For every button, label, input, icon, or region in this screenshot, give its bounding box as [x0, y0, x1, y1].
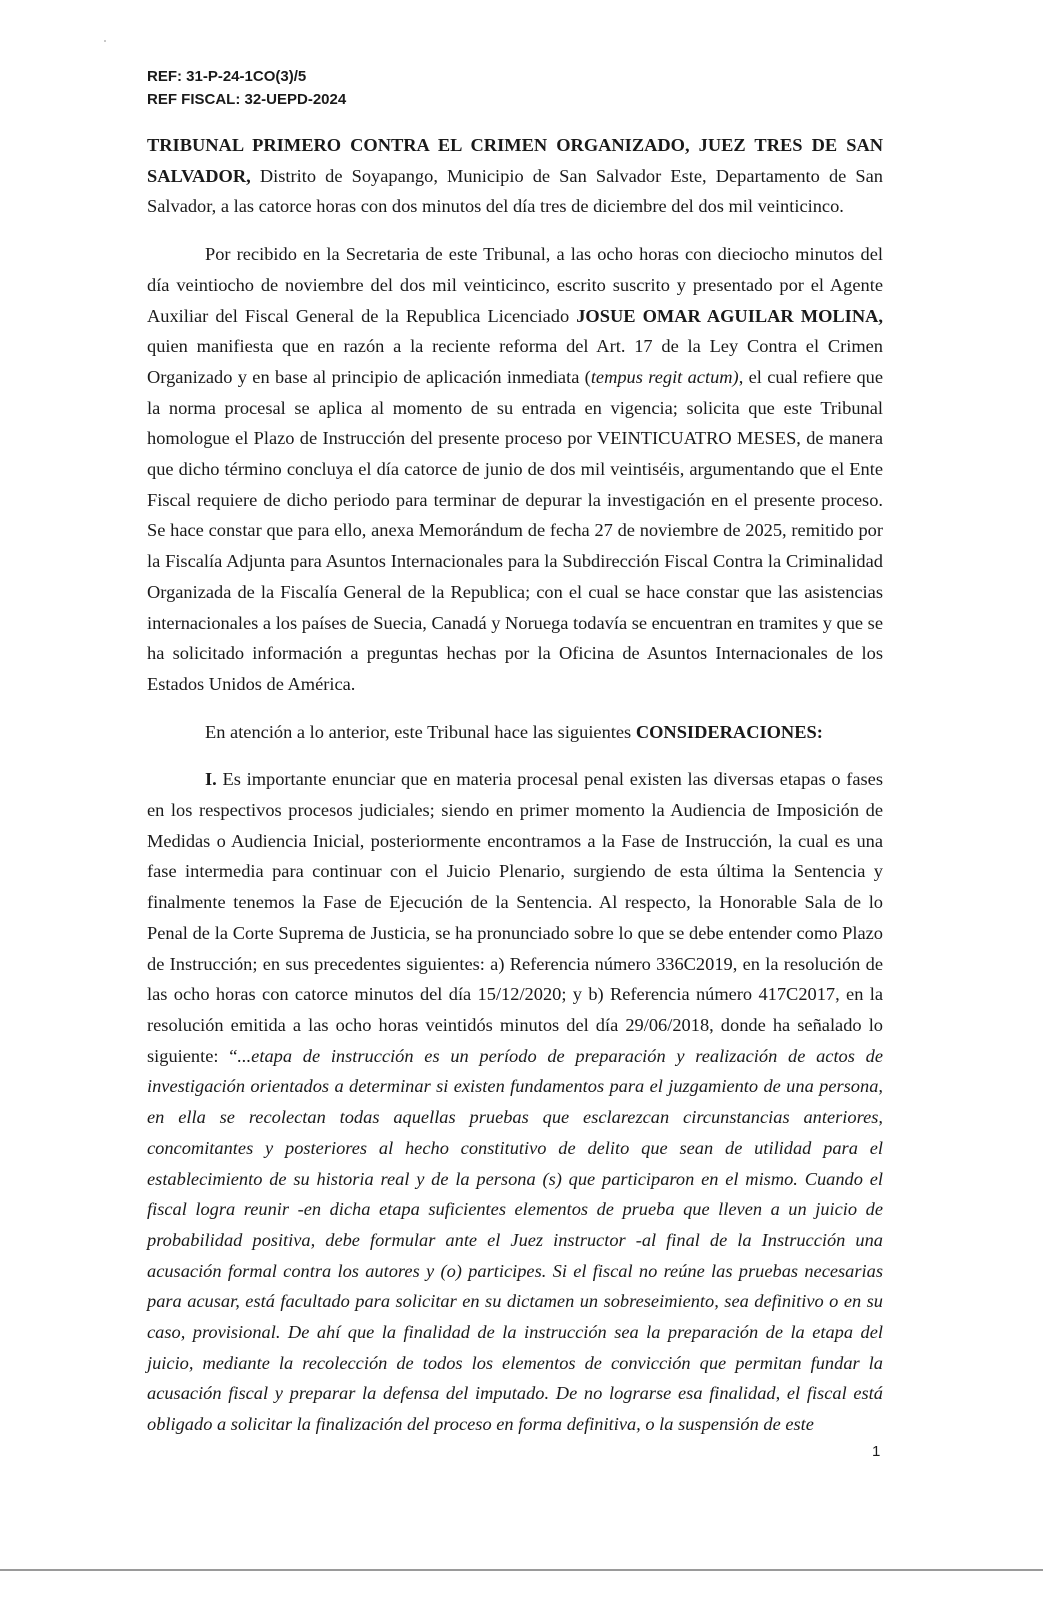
court-name: TRIBUNAL PRIMERO CONTRA EL CRIMEN ORGANIZADO, JUEZ TRES DE SAN SALVADOR, — [147, 135, 883, 186]
prosecutor-name: JOSUE OMAR AGUILAR MOLINA, — [576, 305, 883, 326]
page-number: 1 — [872, 1443, 881, 1460]
receipt-text-c: , el cual refiere que la norma procesal se aplica al momento de su entrada en vigencia; solicita que este Tribunal homologue el Plazo de Instrucción del presente proceso por VEINTICUATRO MESES, de manera que dicho término concluya el día catorce de junio de dos mil veintiséis, argumentando que el Ente Fiscal requiere de dicho periodo para terminar de depurar la investigación en el presente proceso. Se hace constar que para ello, anexa Memorándum de fecha 27 de noviembre de 2025, remitido por la Fiscalía Adjunta para Asuntos Internacionales para la Subdirección Fiscal Contra la Criminalidad Organizada de la Fiscalía General de la Republica; con el cual se hace constar que las asistencias internacionales a los países de Suecia, Canadá y Noruega todavía se encuentran en tramites y que se ha solicitado información a preguntas hechas por la Oficina de Asuntos Internacionales de los Estados Unidos de América. — [147, 366, 883, 694]
considerations-heading: CONSIDERACIONES: — [635, 721, 823, 742]
consideration-one-paragraph — [147, 764, 883, 1439]
receipt-text-a: Por recibido en la Secretaria de este Tribunal, a las ocho horas con dieciocho minutos del día veintiocho de noviembre del dos mil veinticinco, escrito suscrito y presentado por el Agente Auxiliar del Fiscal General de la Republica Licenciado — [147, 244, 883, 326]
case-reference: REF: 31-P-24-1CO(3)/5 — [147, 68, 307, 85]
jurisprudence-quote: ...etapa de instrucción es un período de preparación y realización de actos de investigación orientados a determinar si existen fundamentos para el juzgamiento de una persona, en ella se recolectan todas aquellas pruebas que esclarezcan circunstancias anteriores, concomitantes y posteriores al hecho constitutivo de delito que sean de utilidad para el establecimiento de su historia real y de la persona (s) que participaron en el mismo. Cuando el fiscal logra reunir -en dicha etapa suficientes elementos de prueba que lleven a un juicio de probabilidad positiva, debe formular ante el Juez instructor -al final de la Instrucción una acusación formal contra los autores y (o) participes. Si el fiscal no reúne las pruebas necesarias para acusar, está facultado para solicitar en su dictamen un sobreseimiento, sea definitivo o en su caso, provisional. De ahí que la finalidad de la instrucción sea la preparación de la etapa del juicio, mediante la recolección de todos los elementos de convicción que permitan fundar la acusación fiscal y preparar la defensa del imputado. De no lograrse esa finalidad, el fiscal está obligado a solicitar la finalización del proceso en forma definitiva, o la suspensión de este — [147, 1045, 883, 1435]
latin-principle: tempus regit actum) — [590, 366, 739, 387]
receipt-paragraph — [147, 239, 883, 700]
scan-bottom-edge — [0, 1569, 1043, 1571]
scan-speck — [104, 40, 106, 42]
considerations-intro — [147, 717, 883, 748]
intro-location-date: Distrito de Soyapango, Municipio de San Salvador Este, Departamento de San Salvador, a las catorce horas con dos minutos del día tres de diciembre del dos mil veinticinco. — [147, 165, 883, 217]
considerations-text: En atención a lo anterior, este Tribunal hace las siguientes — [205, 721, 636, 742]
receipt-text-b: quien manifiesta que en razón a la reciente reforma del Art. 17 de la Ley Contra el Crimen Organizado y en base al principio de aplicación inmediata ( — [147, 336, 883, 387]
fiscal-reference: REF FISCAL: 32-UEPD-2024 — [147, 91, 347, 108]
intro-paragraph — [147, 130, 883, 222]
document-body — [147, 130, 883, 1457]
consideration-one-text: Es importante enunciar que en materia procesal penal existen las diversas etapas o fases en los respectivos procesos judiciales; siendo en primer momento la Audiencia de Imposición de Medidas o Audiencia Inicial, posteriormente encontramos a la Fase de Instrucción, la cual es una fase intermedia para continuar con el Juicio Plenario, surgiendo de esta última la Sentencia y finalmente tenemos la Fase de Ejecución de la Sentencia. Al respecto, la Honorable Sala de lo Penal de la Corte Suprema de Justicia, se ha pronunciado sobre lo que se debe entender como Plazo de Instrucción; en sus precedentes siguientes: a) Referencia número 336C2019, en la resolución de las ocho horas con catorce minutos del día 15/12/2020; y b) Referencia número 417C2017, en la resolución emitida a las ocho horas veintidós minutos del día 29/06/2018, donde ha señalado lo siguiente: “ — [147, 769, 883, 1066]
roman-numeral: I. — [205, 769, 217, 790]
